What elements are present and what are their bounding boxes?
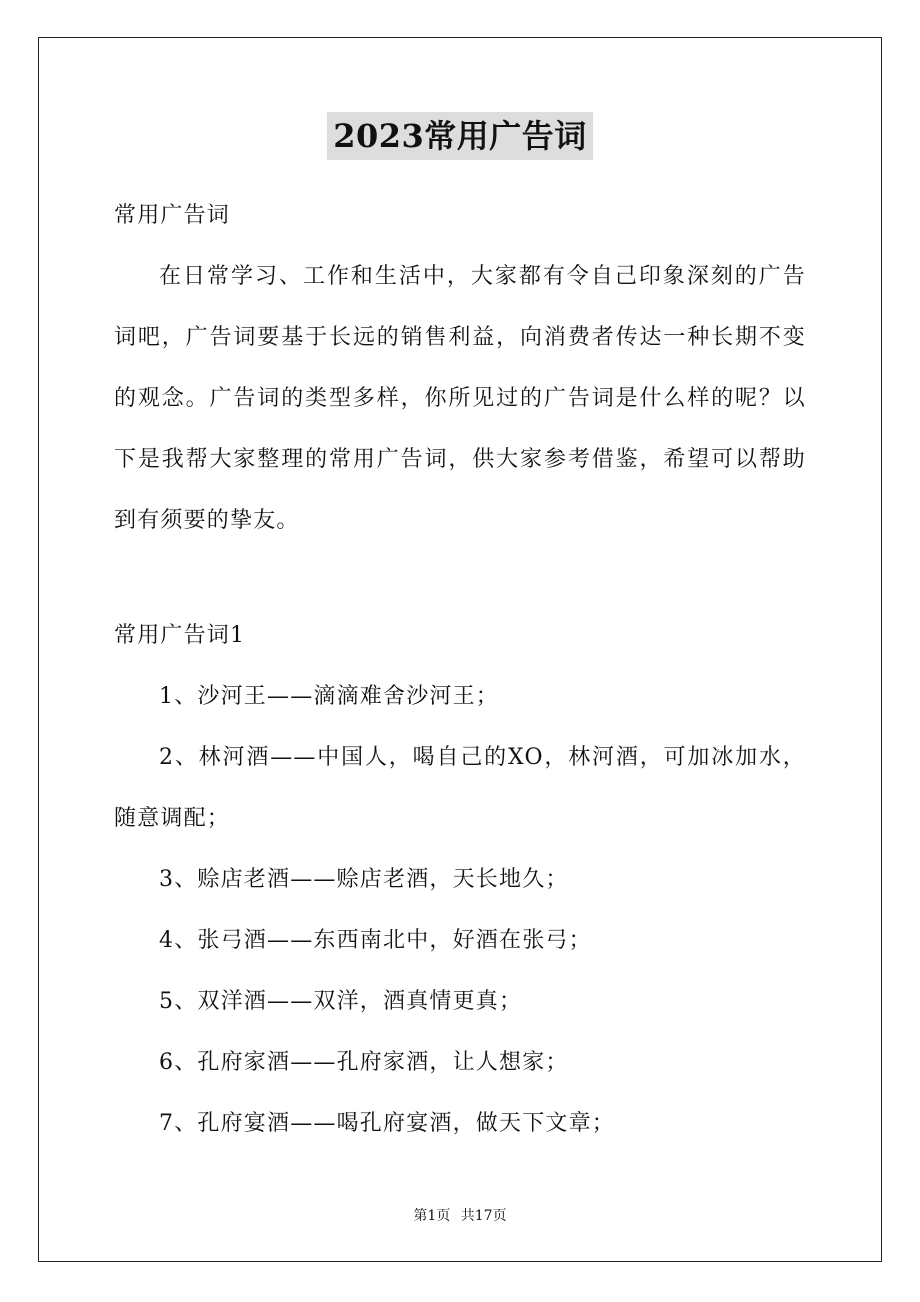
subsection-heading: 常用广告词1 bbox=[114, 623, 246, 648]
list-item: 7、孔府宴酒——喝孔府宴酒，做天下文章； bbox=[159, 1111, 615, 1136]
document-title bbox=[0, 112, 920, 160]
slogan-list bbox=[114, 666, 806, 1154]
list-item: 1、沙河王——滴滴难舍沙河王； bbox=[159, 684, 499, 709]
section-heading: 常用广告词 bbox=[114, 203, 231, 228]
intro-paragraph: 在日常学习、工作和生活中，大家都有令自己印象深刻的广告词吧，广告词要基于长远的销售利益，向消费者传达一种长期不变的观念。广告词的类型多样，你所见过的广告词是什么样的呢？以下是我帮大家整理的常用广告词，供大家参考借鉴，希望可以帮助到有须要的挚友。 bbox=[114, 264, 806, 533]
list-item: 3、赊店老酒——赊店老酒，天长地久； bbox=[159, 867, 569, 892]
list-item: 6、孔府家酒——孔府家酒，让人想家； bbox=[159, 1050, 569, 1075]
document-title-text: 2023常用广告词 bbox=[327, 112, 593, 160]
list-item: 4、张弓酒——东西南北中，好酒在张弓； bbox=[159, 928, 592, 953]
page-footer: 第1页 共17页 bbox=[413, 1208, 507, 1224]
list-item: 2、林河酒——中国人，喝自己的XO，林河酒，可加冰加水，随意调配； bbox=[114, 745, 806, 831]
list-item: 5、双洋酒——双洋，酒真情更真； bbox=[159, 989, 523, 1014]
